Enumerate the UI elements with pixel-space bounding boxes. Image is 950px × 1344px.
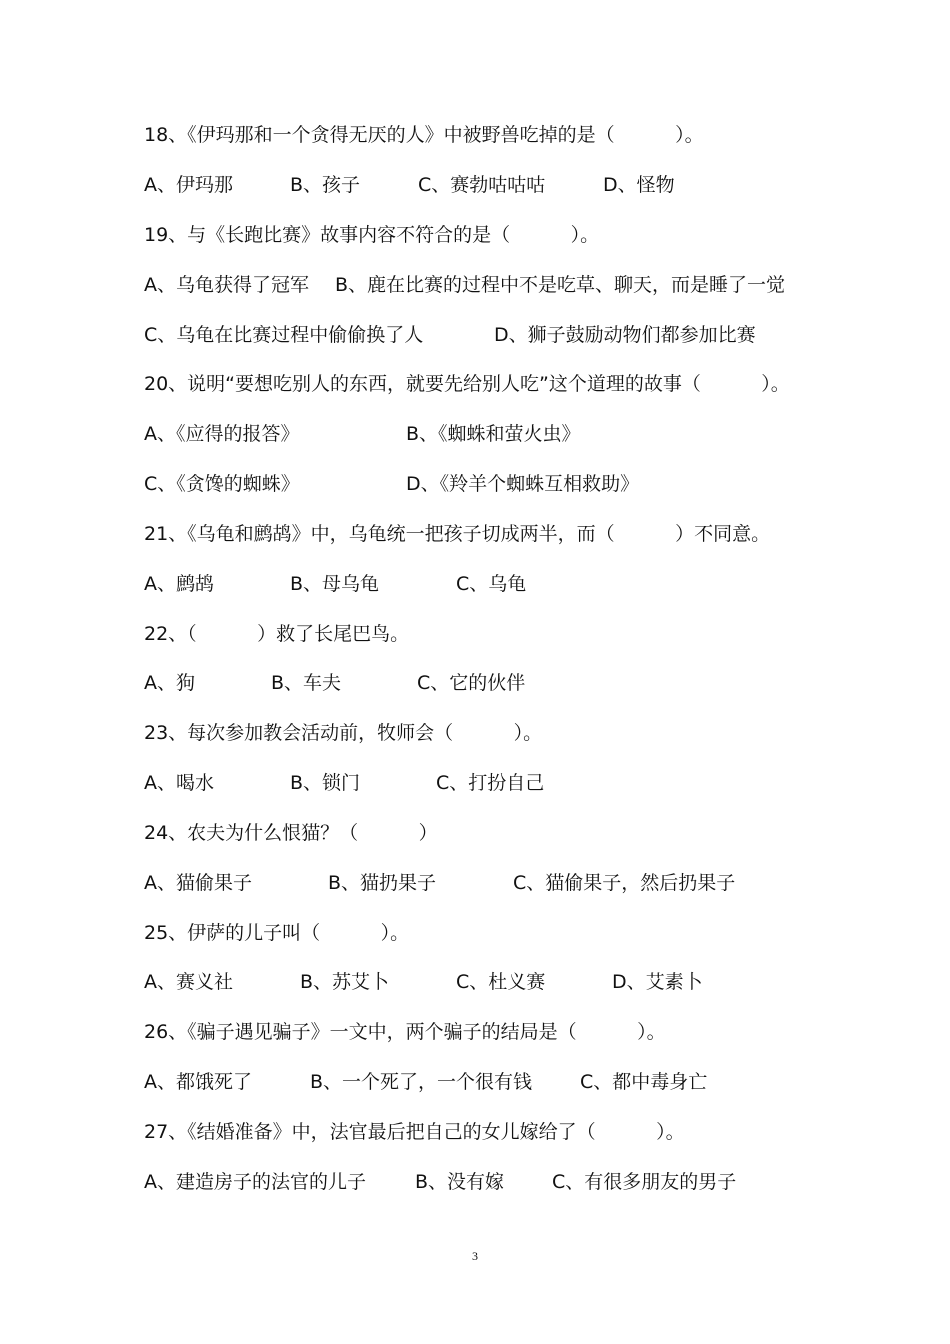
option-c: C、打扮自己: [436, 772, 545, 794]
question-22: 22、（ ）救了长尾巴鸟。: [144, 623, 410, 645]
option-b: B、母乌龟: [290, 573, 380, 595]
question-25: 25、伊萨的儿子叫（ ）。: [144, 922, 410, 944]
options-22: [144, 668, 526, 698]
question-19: 19、与《长跑比赛》故事内容不符合的是（ ）。: [144, 224, 600, 246]
option-a: A、赛义社: [144, 971, 233, 993]
option-d: D、《羚羊个蜘蛛互相救助》: [406, 473, 640, 495]
option-c: C、都中毒身亡: [580, 1071, 708, 1093]
question-23: 23、每次参加教会活动前，牧师会（ ）。: [144, 722, 543, 744]
option-c: C、猫偷果子，然后扔果子: [513, 872, 736, 894]
options-19-ab: [144, 270, 786, 300]
option-a: A、伊玛那: [144, 174, 233, 196]
question-21: 21、《乌龟和鹧鸪》中，乌龟统一把孩子切成两半，而（ ）不同意。: [144, 523, 771, 545]
option-c: C、赛勃咕咕咕: [418, 174, 546, 196]
option-b: B、没有嫁: [415, 1171, 505, 1193]
option-c: C、乌龟: [456, 573, 527, 595]
option-a: A、《应得的报答》: [144, 423, 300, 445]
options-26: [144, 1067, 708, 1097]
question-20: 20、说明“要想吃别人的东西，就要先给别人吃”这个道理的故事（ ）。: [144, 373, 790, 395]
option-b: B、猫扔果子: [328, 872, 437, 894]
option-d: D、狮子鼓励动物们都参加比赛: [494, 324, 756, 346]
option-a: A、乌龟获得了冠军: [144, 274, 309, 296]
page-number: 3: [472, 1249, 478, 1263]
option-c: C、杜义赛: [456, 971, 546, 993]
option-d: D、艾素卜: [612, 971, 703, 993]
options-19-cd: [144, 320, 756, 350]
option-d: D、怪物: [603, 174, 675, 196]
question-27: 27、《结婚准备》中，法官最后把自己的女儿嫁给了（ ）。: [144, 1121, 685, 1143]
options-20-cd: [144, 469, 640, 499]
options-20-ab: [144, 419, 581, 449]
option-b: B、车夫: [271, 672, 342, 694]
options-23: [144, 768, 545, 798]
options-27: [144, 1167, 737, 1197]
options-18: [144, 170, 675, 200]
option-c: C、有很多朋友的男子: [552, 1171, 737, 1193]
options-25: [144, 967, 703, 997]
option-b: B、苏艾卜: [300, 971, 390, 993]
question-18: 18、《伊玛那和一个贪得无厌的人》中被野兽吃掉的是（ ）。: [144, 124, 704, 146]
option-c: C、它的伙伴: [417, 672, 526, 694]
option-a: A、建造房子的法官的儿子: [144, 1171, 366, 1193]
option-c: C、乌龟在比赛过程中偷偷换了人: [144, 324, 424, 346]
options-24: [144, 868, 736, 898]
options-21: [144, 569, 527, 599]
option-a: A、喝水: [144, 772, 214, 794]
option-a: A、鹧鸪: [144, 573, 214, 595]
option-b: B、锁门: [290, 772, 361, 794]
option-b: B、《蜘蛛和萤火虫》: [406, 423, 581, 445]
option-a: A、猫偷果子: [144, 872, 252, 894]
question-24: 24、农夫为什么恨猫？（ ）: [144, 822, 438, 844]
option-a: A、都饿死了: [144, 1071, 252, 1093]
option-b: B、鹿在比赛的过程中不是吃草、聊天，而是睡了一觉: [335, 274, 786, 296]
option-b: B、一个死了，一个很有钱: [310, 1071, 533, 1093]
question-26: 26、《骗子遇见骗子》一文中，两个骗子的结局是（ ）。: [144, 1021, 666, 1043]
option-b: B、孩子: [290, 174, 361, 196]
option-c: C、《贪馋的蜘蛛》: [144, 473, 300, 495]
option-a: A、狗: [144, 672, 195, 694]
